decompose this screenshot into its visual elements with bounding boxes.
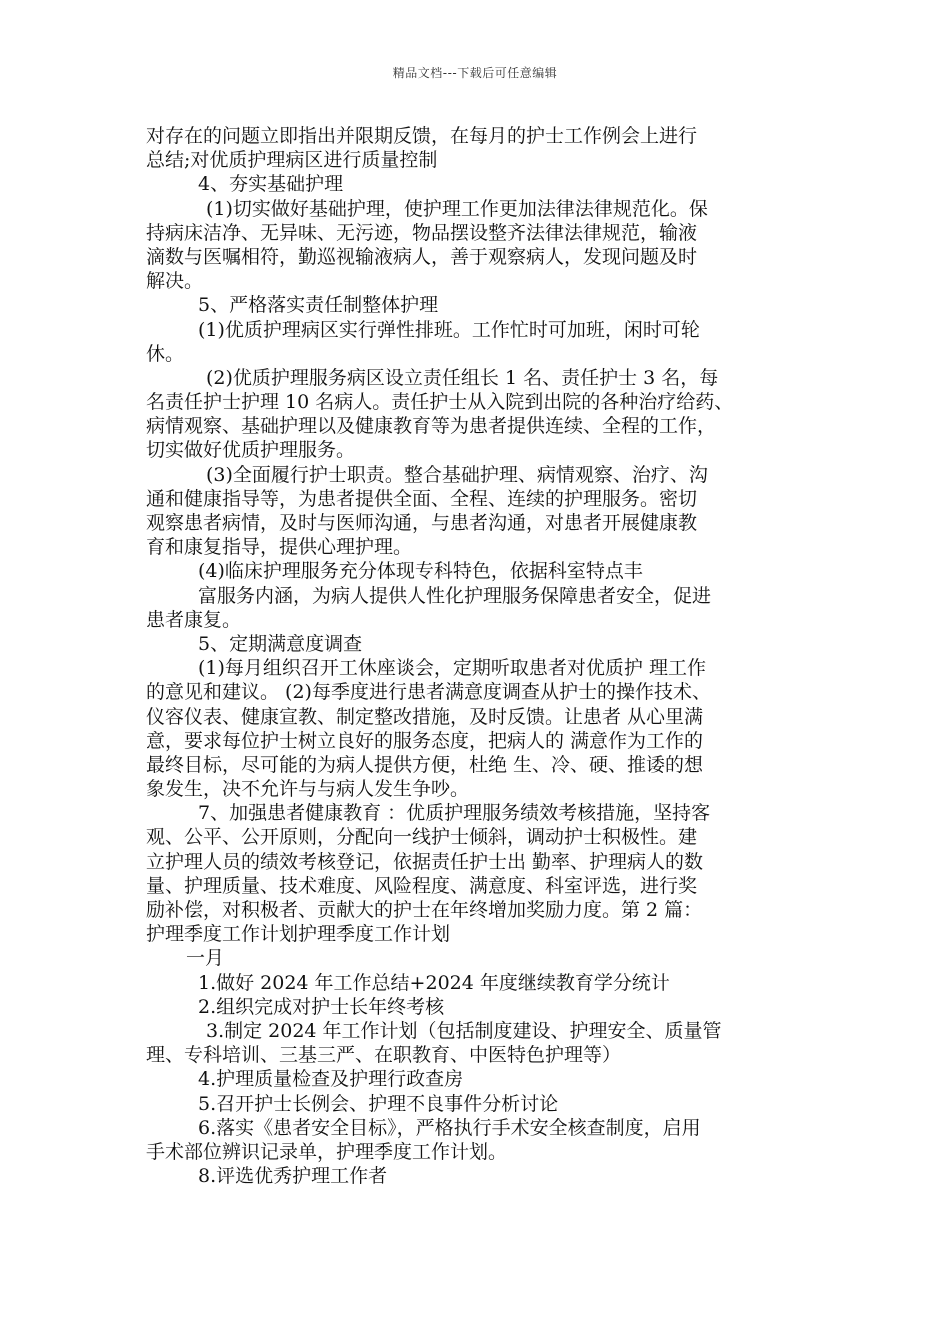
text-line: 解决。: [146, 270, 204, 293]
text-line: 3.制定 2024 年工作计划（包括制度建设、护理安全、质量管: [206, 1019, 722, 1042]
page-header: 精品文档---下载后可任意编辑: [392, 66, 558, 80]
text-line: 患者康复。: [146, 608, 242, 631]
text-line: 富服务内涵，为病人提供人性化护理服务保障患者安全，促进: [198, 584, 712, 607]
text-line: 5、严格落实责任制整体护理: [198, 294, 439, 317]
text-line: 一月: [186, 947, 225, 970]
text-line: (1)优质护理病区实行弹性排班。工作忙时可加班，闲时可轮: [198, 318, 700, 341]
text-line: (1)切实做好基础护理，使护理工作更加法律法律规范化。保: [206, 197, 708, 220]
text-line: (4)临床护理服务充分体现专科特色，依据科室特点丰: [198, 560, 643, 583]
text-line: 观、公平、公开原则，分配向一线护士倾斜，调动护士积极性。建: [146, 826, 698, 849]
text-line: 量、护理质量、技术难度、风险程度、满意度、科室评选，进行奖: [146, 874, 698, 897]
text-line: 立护理人员的绩效考核登记，依据责任护士出 勤率、护理病人的数: [146, 850, 704, 873]
text-line: 5、定期满意度调查: [198, 632, 363, 655]
text-line: 1.做好 2024 年工作总结+2024 年度继续教育学分统计: [198, 971, 670, 994]
text-line: 6.落实《患者安全目标》，严格执行手术安全核查制度，启用: [198, 1116, 701, 1139]
text-line: 5.召开护士长例会、护理不良事件分析讨论: [198, 1092, 559, 1115]
text-line: 病情观察、基础护理以及健康教育等为患者提供连续、全程的工作，: [146, 415, 717, 438]
text-line: 护理季度工作计划护理季度工作计划: [146, 923, 451, 946]
text-line: 励补偿，对积极者、贡献大的护士在年终增加奖励力度。第 2 篇：: [146, 899, 703, 921]
text-line: 总结;对优质护理病区进行质量控制: [146, 149, 438, 172]
document-body: [146, 124, 816, 1188]
text-line: 切实做好优质护理服务。: [146, 439, 356, 462]
text-line: 休。: [146, 342, 185, 365]
text-line: 滴数与医嘱相符，勤巡视输液病人，善于观察病人，发现问题及时: [146, 245, 698, 268]
text-line: 7、加强患者健康教育 ：优质护理服务绩效考核措施，坚持客: [198, 802, 711, 825]
text-line: 仪容仪表、健康宣教、制定整改措施，及时反馈。让患者 从心里满: [146, 705, 704, 728]
text-line: 名责任护士护理 10 名病人。责任护士从入院到出院的各种治疗给药、: [146, 391, 734, 414]
text-line: 象发生，决不允许与与病人发生争吵。: [146, 778, 470, 801]
text-line: (2)优质护理服务病区设立责任组长 1 名、责任护士 3 名，每: [206, 366, 719, 389]
text-line: (1)每月组织召开工休座谈会，定期听取患者对优质护 理工作: [198, 657, 706, 680]
text-line: 观察患者病情，及时与医师沟通，与患者沟通，对患者开展健康教: [146, 512, 698, 534]
text-line: 最终目标，尽可能的为病人提供方便，杜绝 生、冷、硬、推诿的想: [146, 753, 704, 776]
text-line: 对存在的问题立即指出并限期反馈，在每月的护士工作例会上进行: [146, 125, 698, 147]
text-line: 理、专科培训、三基三严、在职教育、中医特色护理等）: [146, 1044, 622, 1067]
text-line: 2.组织完成对护士长年终考核: [198, 995, 445, 1018]
text-line: 持病床洁净、无异味、无污迹，物品摆设整齐法律法律规范，输液: [146, 221, 698, 244]
text-line: 意，要求每位护士树立良好的服务态度，把病人的 满意作为工作的: [146, 729, 704, 752]
text-line: 的意见和建议。 (2)每季度进行患者满意度调查从护士的操作技术、: [146, 681, 711, 704]
text-line: 育和康复指导，提供心理护理。: [146, 536, 413, 559]
text-line: 8.评选优秀护理工作者: [198, 1165, 388, 1188]
text-line: 4、夯实基础护理: [198, 173, 344, 196]
text-line: 通和健康指导等，为患者提供全面、全程、连续的护理服务。密切: [146, 487, 698, 510]
text-line: 手术部位辨识记录单，护理季度工作计划。: [146, 1140, 508, 1163]
text-line: (3)全面履行护士职责。整合基础护理、病情观察、治疗、沟: [206, 463, 708, 486]
text-line: 4.护理质量检查及护理行政查房: [198, 1068, 464, 1091]
